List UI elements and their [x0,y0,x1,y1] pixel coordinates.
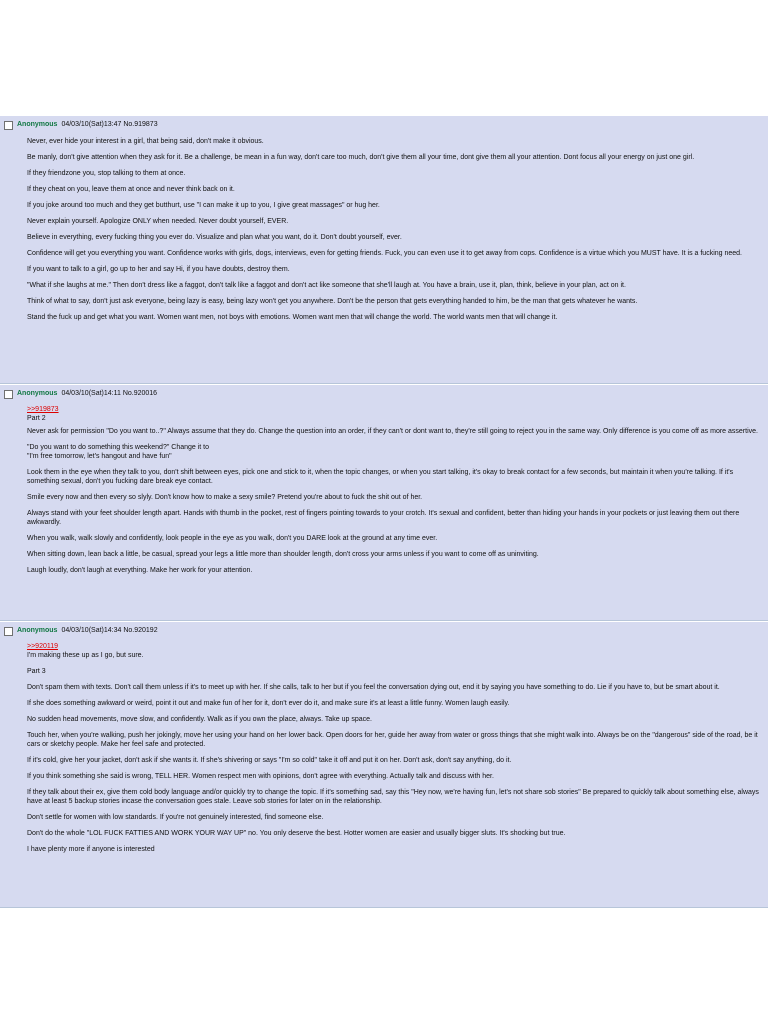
post-header [4,388,157,400]
post-paragraph: If they friendzone you, stop talking to them at once. [27,170,186,177]
post-paragraph: Believe in everything, every fucking thing you ever do. Visualize and plan what you want, do it. Don't doubt yourself, ever. [27,234,402,241]
post-meta[interactable]: 04/03/10(Sat)14:34 No.920192 [61,627,158,634]
post-paragraph: Confidence will get you everything you want. Confidence works with girls, dogs, interviews, even for getting friends. Fuck, you can even use it to get away from cops. Confidence is a virtue which you MUST have. It is a fucking need. [27,250,743,257]
post-reply [0,622,768,908]
post-paragraph: Don't spam them with texts. Don't call them unless if it's to meet up with her. If she calls, talk to her but if you feel the conversation dying out, end it by saying you have something to do. Lie if you have to, but be smart about it. [27,684,720,691]
post-paragraph: If you joke around too much and they get butthurt, use "I can make it up to you, I give great massages" or hug her. [27,202,380,209]
thread [0,116,768,908]
post-paragraph: Don't do the whole "LOL FUCK FATTIES AND WORK YOUR WAY UP" no. You only deserve the best. Hotter women are easier and usually bigger sluts. It's shocking but true. [27,830,566,837]
post-paragraph: Always stand with your feet shoulder length apart. Hands with thumb in the pocket, rest of fingers pointing towards to your crotch. It's sexual and confident, better than hiding your hands in your pockets or just leaving them out there awkwardly. [27,510,740,526]
post-paragraph: Be manly, don't give attention when they ask for it. Be a challenge, be mean in a fun way, don't care too much, don't give them all your time, dont give them all your attention. Dont focus all your energy on just one girl. [27,154,695,161]
post-paragraph: I'm making these up as I go, but sure. [27,652,144,659]
post-paragraph: Part 2 [27,415,46,422]
post-paragraph: If they cheat on you, leave them at once and never think back on it. [27,186,235,193]
post-paragraph: Never explain yourself. Apologize ONLY when needed. Never doubt yourself, EVER. [27,218,289,225]
quote-link[interactable]: >>920119 [27,643,59,650]
post-paragraph: If they talk about their ex, give them cold body language and/or quickly try to change the topic. If it's something sad, say this "Hey now, we're having fun, let's not share sob stories" Be prepared to quickly talk about something else, always have at least 5 backup stories incase the conversation goes stale. Leave sob stories for later on in the relationship. [27,789,759,805]
post-paragraph: "Do you want to do something this weekend?" Change it to "I'm free tomorrow, let's hangout and have fun" [27,444,210,460]
post-paragraph: If it's cold, give her your jacket, don't ask if she wants it. If she's shivering or says "I'm so cold" take it off and put it on her. Don't ask, don't say anything, do it. [27,757,512,764]
post-paragraph: Look them in the eye when they talk to you, don't shift between eyes, pick one and stick to it, when the topic changes, or when you start talking, it's okay to break contact for a few seconds, but maintain it when you're talking. If it's something sexual, don't you fucking dare break eye contact. [27,469,734,485]
poster-name: Anonymous [17,627,58,634]
post-paragraph: If you want to talk to a girl, go up to her and say Hi, if you have doubts, destroy them. [27,266,290,273]
post-select-checkbox[interactable] [4,121,13,130]
post-select-checkbox[interactable] [4,627,13,636]
post-paragraph: No sudden head movements, move slow, and confidently. Walk as if you own the place, always. Take up space. [27,716,373,723]
post-paragraph: Stand the fuck up and get what you want. Women want men, not boys with emotions. Women want men that will change the world. The world wants men that will change it. [27,314,558,321]
post-paragraph: I have plenty more if anyone is interested [27,846,155,853]
post-paragraph: Never ask for permission "Do you want to..?" Always assume that they do. Change the question into an order, if they can't or dont want to, they're still going to reject you in the same way. Only difference is you come off as more assertive. [27,428,758,435]
post-reply [0,385,768,621]
quote-link[interactable]: >>919873 [27,406,59,413]
post-paragraph: Touch her, when you're walking, push her jokingly, move her using your hand on her lower back. Open doors for her, guide her away from water or gross things that she might walk into. Always be on the "dangerous" side of the road, be it cars or sketchy people. Make her feel safe and protected. [27,732,758,748]
post-paragraph: If she does something awkward or weird, point it out and make fun of her for it, don't ever do it, and make sure it's at least a little funny. Women laugh easily. [27,700,510,707]
poster-name: Anonymous [17,390,58,397]
post-body [27,137,762,329]
post-body [27,642,762,861]
post-paragraph: If you think something she said is wrong, TELL HER. Women respect men with opinions, don't agree with everything. Actually talk and discuss with her. [27,773,494,780]
post-meta[interactable]: 04/03/10(Sat)14:11 No.920016 [61,390,158,397]
post-paragraph: Don't settle for women with low standards. If you're not genuinely interested, find someone else. [27,814,324,821]
poster-name: Anonymous [17,121,58,128]
post-paragraph: Think of what to say, don't just ask everyone, being lazy is easy, being lazy won't get you anywhere. Don't be the person that gets everything handed to him, be the man that gets whatever he wants. [27,298,638,305]
post-paragraph: "What if she laughs at me." Then don't dress like a faggot, don't talk like a faggot and don't act like someone that she'll laugh at. You have a brain, use it, plan, think, believe in your plan, act on it. [27,282,626,289]
post-reply [0,116,768,384]
post-paragraph: When you walk, walk slowly and confidently, look people in the eye as you walk, don't you DARE look at the ground at any time ever. [27,535,438,542]
post-paragraph: Laugh loudly, don't laugh at everything. Make her work for your attention. [27,567,253,574]
post-body [27,405,762,582]
post-select-checkbox[interactable] [4,390,13,399]
post-paragraph: Never, ever hide your interest in a girl, that being said, don't make it obvious. [27,138,264,145]
post-meta[interactable]: 04/03/10(Sat)13:47 No.919873 [61,121,158,128]
post-header [4,119,158,131]
post-paragraph: When sitting down, lean back a little, be casual, spread your legs a little more than shoulder length, don't cross your arms unless if you want to come off as uninviting. [27,551,539,558]
post-paragraph: Part 3 [27,668,46,675]
post-header [4,625,158,637]
post-paragraph: Smile every now and then every so slyly. Don't know how to make a sexy smile? Pretend you're about to fuck the shit out of her. [27,494,423,501]
